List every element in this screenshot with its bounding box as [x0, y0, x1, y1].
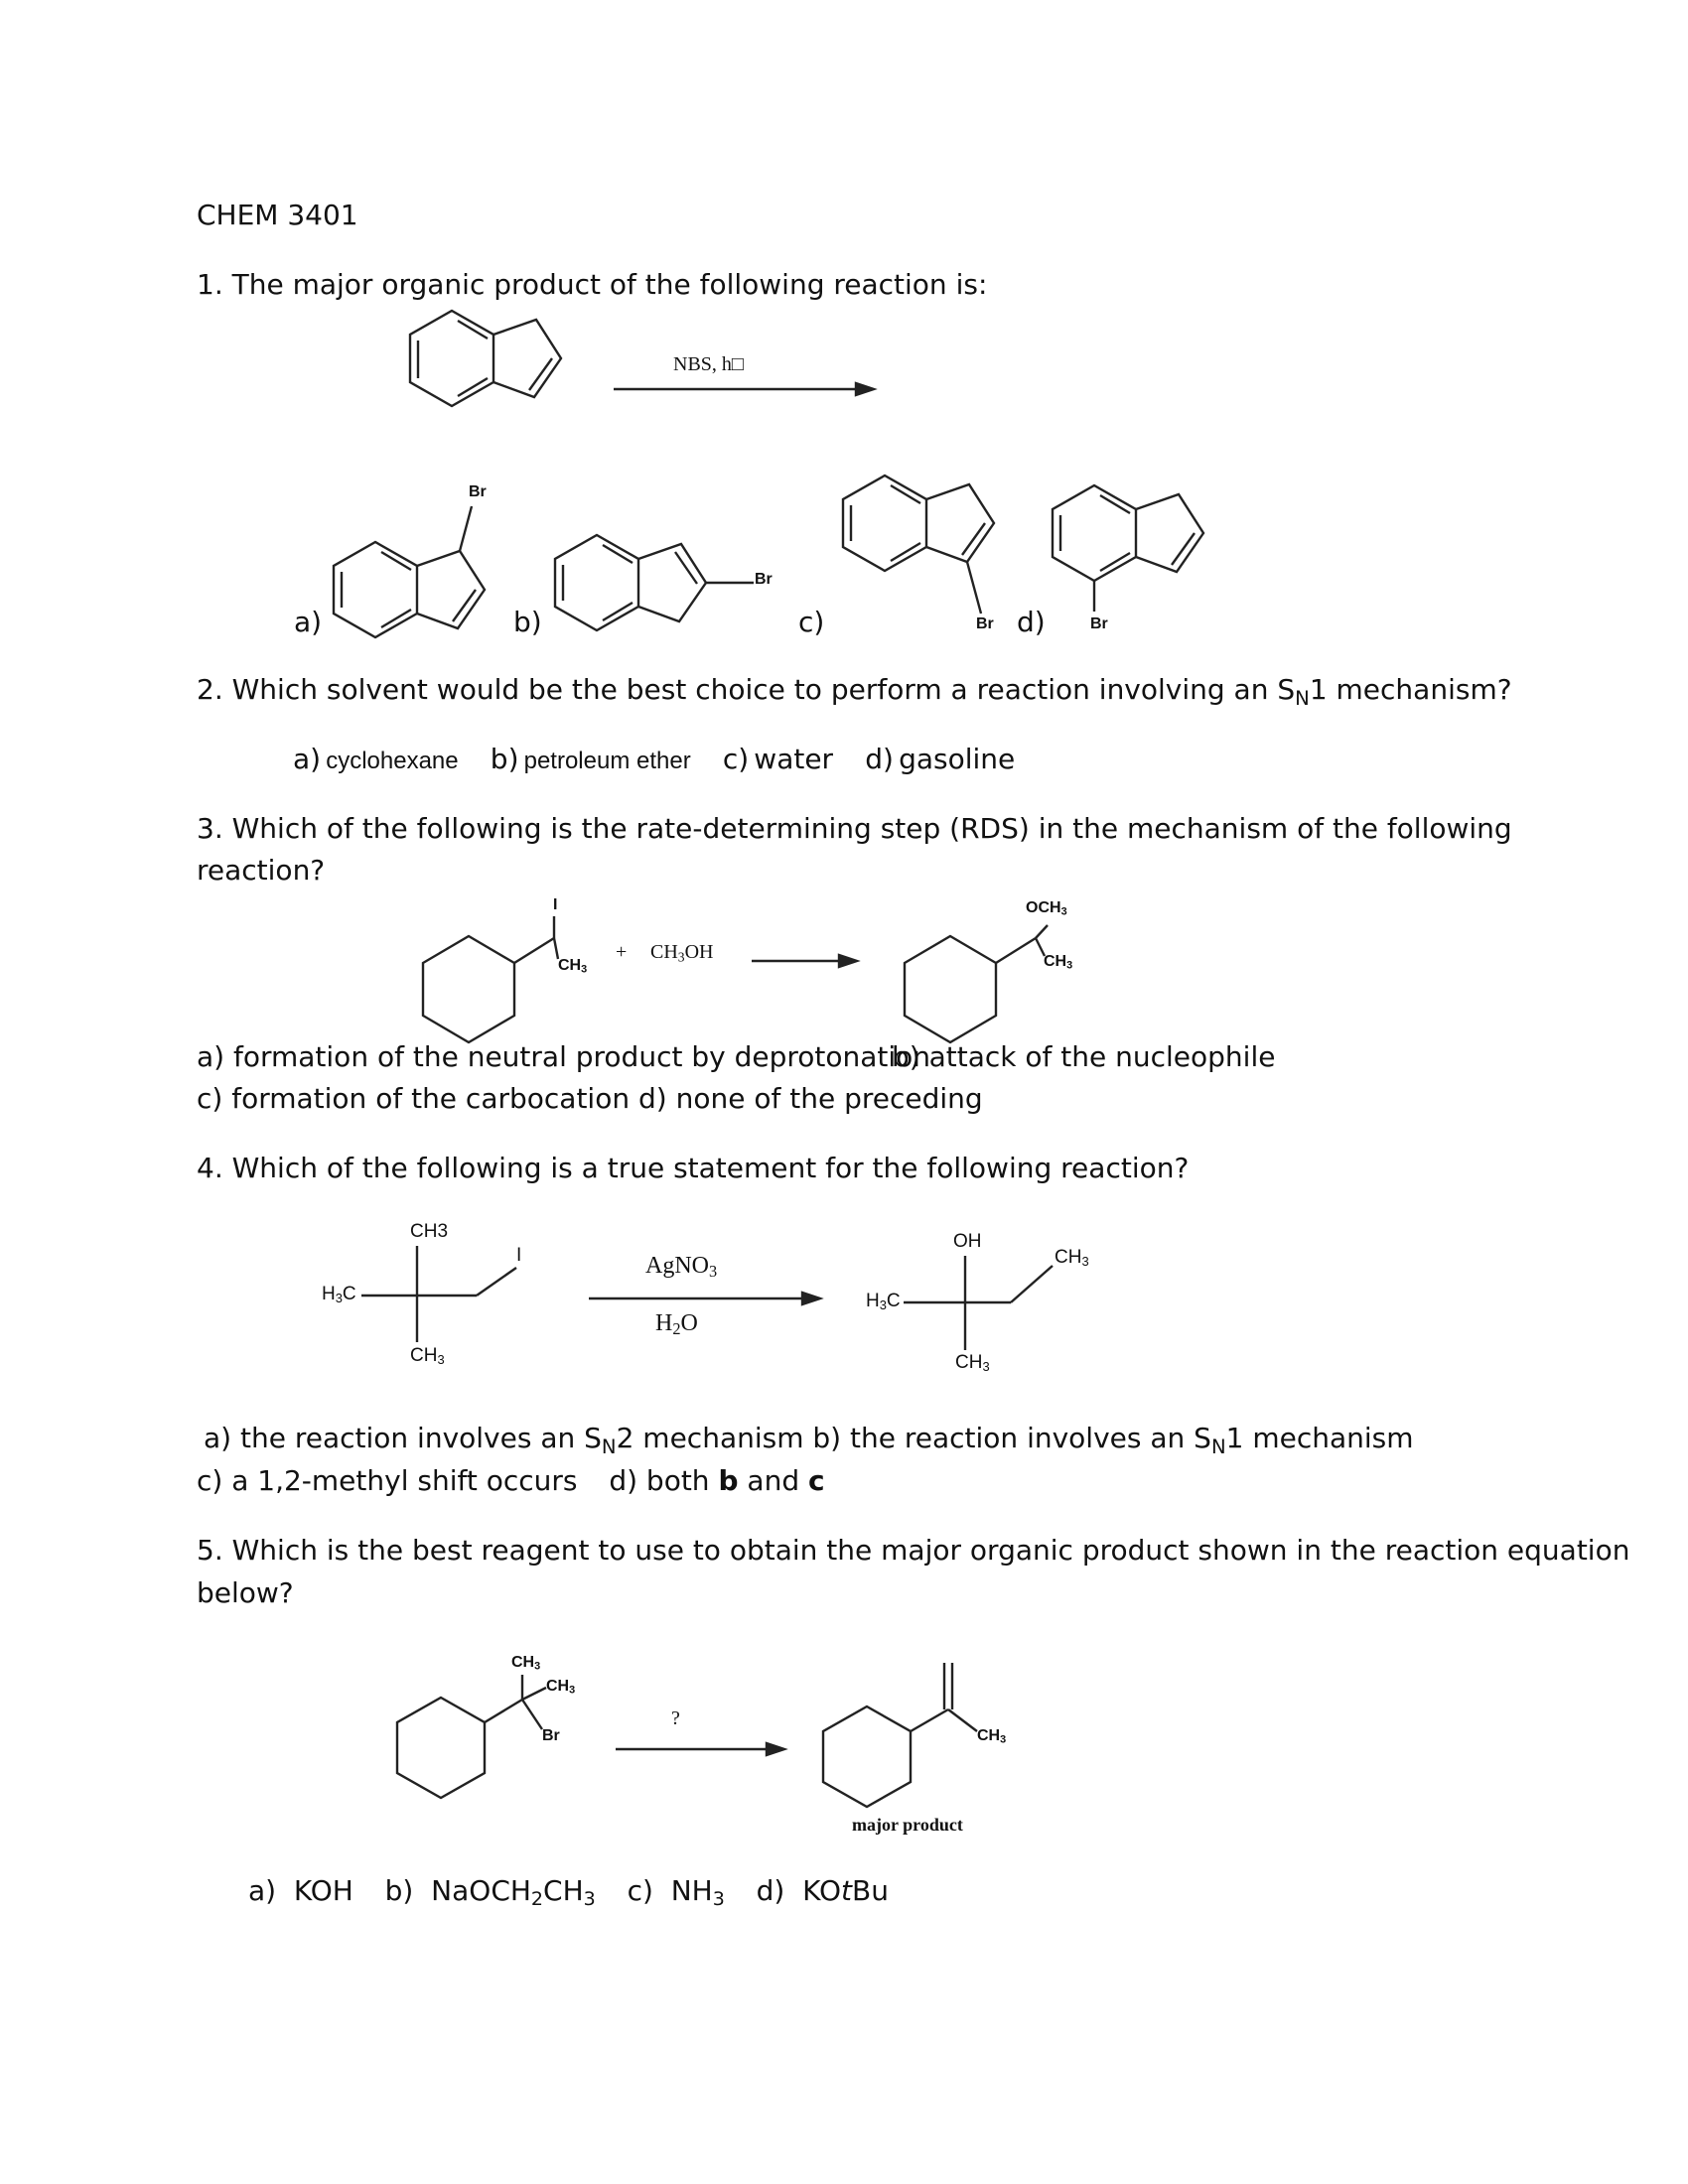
q4-option-d[interactable]: d) both b and c: [609, 1464, 825, 1497]
q2-option-a[interactable]: a) cyclohexane: [293, 743, 459, 775]
q1-option-b-letter[interactable]: b): [513, 606, 542, 638]
q2-option-d[interactable]: d) gasoline: [865, 743, 1016, 775]
q1-d-br-label: Br: [1090, 615, 1108, 632]
q5-bromine-label: Br: [542, 1727, 560, 1744]
q1-option-a-letter[interactable]: a): [294, 606, 323, 638]
q5-product-caption: major product: [852, 1815, 963, 1835]
question-4-text: 4. Which of the following is a true statement for the following reaction?: [197, 1152, 1190, 1184]
q4-product-bottom-methyl: $CH_3$: [955, 1352, 990, 1375]
q3-iodine-label: I: [553, 896, 558, 913]
q1-b-br-label: Br: [755, 571, 773, 588]
q4-product-right-methyl: $CH_3$: [1055, 1247, 1089, 1270]
q4-reactant-top-methyl: CH3: [410, 1221, 449, 1242]
q5-option-b[interactable]: b) $NaOCH_2CH_3$: [384, 1874, 596, 1910]
question-5-text-line2: below?: [197, 1576, 294, 1609]
q3-options-c-d[interactable]: c) formation of the carbocation d) none of the preceding: [197, 1082, 983, 1115]
q5-option-a[interactable]: a) KOH: [248, 1874, 353, 1907]
q1-a-br-label: Br: [469, 483, 487, 500]
q1-reagent: NBS, h□: [673, 353, 744, 375]
q3-reagent: $CH_3OH$: [650, 941, 714, 965]
q4-option-b[interactable]: b) the reaction involves an $S_N1$ mechanism: [812, 1422, 1414, 1458]
q2-option-c[interactable]: c) water: [722, 743, 834, 775]
q5-options: [248, 1874, 889, 1910]
q4-reactant-left-methyl: $H_3C$: [322, 1284, 356, 1306]
question-5-text-line1: 5. Which is the best reagent to use to obtain the major organic product shown in the reaction equation: [197, 1534, 1630, 1567]
q1-c-br-label: Br: [976, 615, 994, 632]
q5-reagent-unknown: ?: [671, 1707, 680, 1729]
q4-product-hydroxyl: OH: [953, 1231, 982, 1252]
q4-option-c[interactable]: c) a 1,2-methyl shift occurs: [197, 1464, 578, 1497]
question-3-text-line1: 3. Which of the following is the rate-determining step (RDS) in the mechanism of the following: [197, 812, 1512, 845]
q5-reactant-methyl-1: $CH_3$: [511, 1654, 541, 1673]
q5-reactant-methyl-2: $CH_3$: [546, 1678, 576, 1697]
q4-reagent-top: AgNO$_3$: [645, 1253, 718, 1282]
q4-product-left-methyl: $H_3C$: [866, 1291, 901, 1313]
question-2-text: 2. Which solvent would be the best choice to perform a reaction involving an $S_N1$ mechanism?: [197, 673, 1512, 710]
q5-option-d[interactable]: d) KOtBu: [756, 1874, 889, 1907]
question-1-text: 1. The major organic product of the following reaction is:: [197, 268, 988, 301]
q5-option-c[interactable]: c) $NH_3$: [627, 1874, 725, 1910]
q3-product-methyl-label: $CH_3$: [1044, 953, 1073, 972]
q5-reactant: [397, 1675, 546, 1798]
q3-methoxy-label: $OCH_3$: [1026, 899, 1067, 918]
q4-reagent-bottom: $H_2O$: [655, 1310, 698, 1339]
q1-option-d-letter[interactable]: d): [1017, 606, 1046, 638]
q3-option-a[interactable]: a) formation of the neutral product by deprotonation: [197, 1040, 931, 1073]
q3-option-b[interactable]: b) attack of the nucleophile: [892, 1040, 1276, 1073]
reaction-arrow-5: [616, 1743, 784, 1755]
q5-product: [823, 1663, 977, 1807]
q5-product-methyl: $CH_3$: [977, 1727, 1007, 1746]
q1-option-c-letter[interactable]: c): [798, 606, 825, 638]
course-title: CHEM 3401: [197, 199, 358, 231]
question-3-text-line2: reaction?: [197, 854, 326, 887]
q3-plus: +: [616, 941, 628, 963]
q3-reactant-methyl-label: $CH_3$: [558, 957, 588, 976]
q4-reactant-bottom-methyl: $CH_3$: [410, 1345, 445, 1368]
q4-option-a[interactable]: a) the reaction involves an $S_N2$ mechanism: [204, 1422, 804, 1458]
q2-option-b[interactable]: b) petroleum ether: [490, 743, 691, 775]
q4-iodine-label: I: [516, 1245, 522, 1266]
